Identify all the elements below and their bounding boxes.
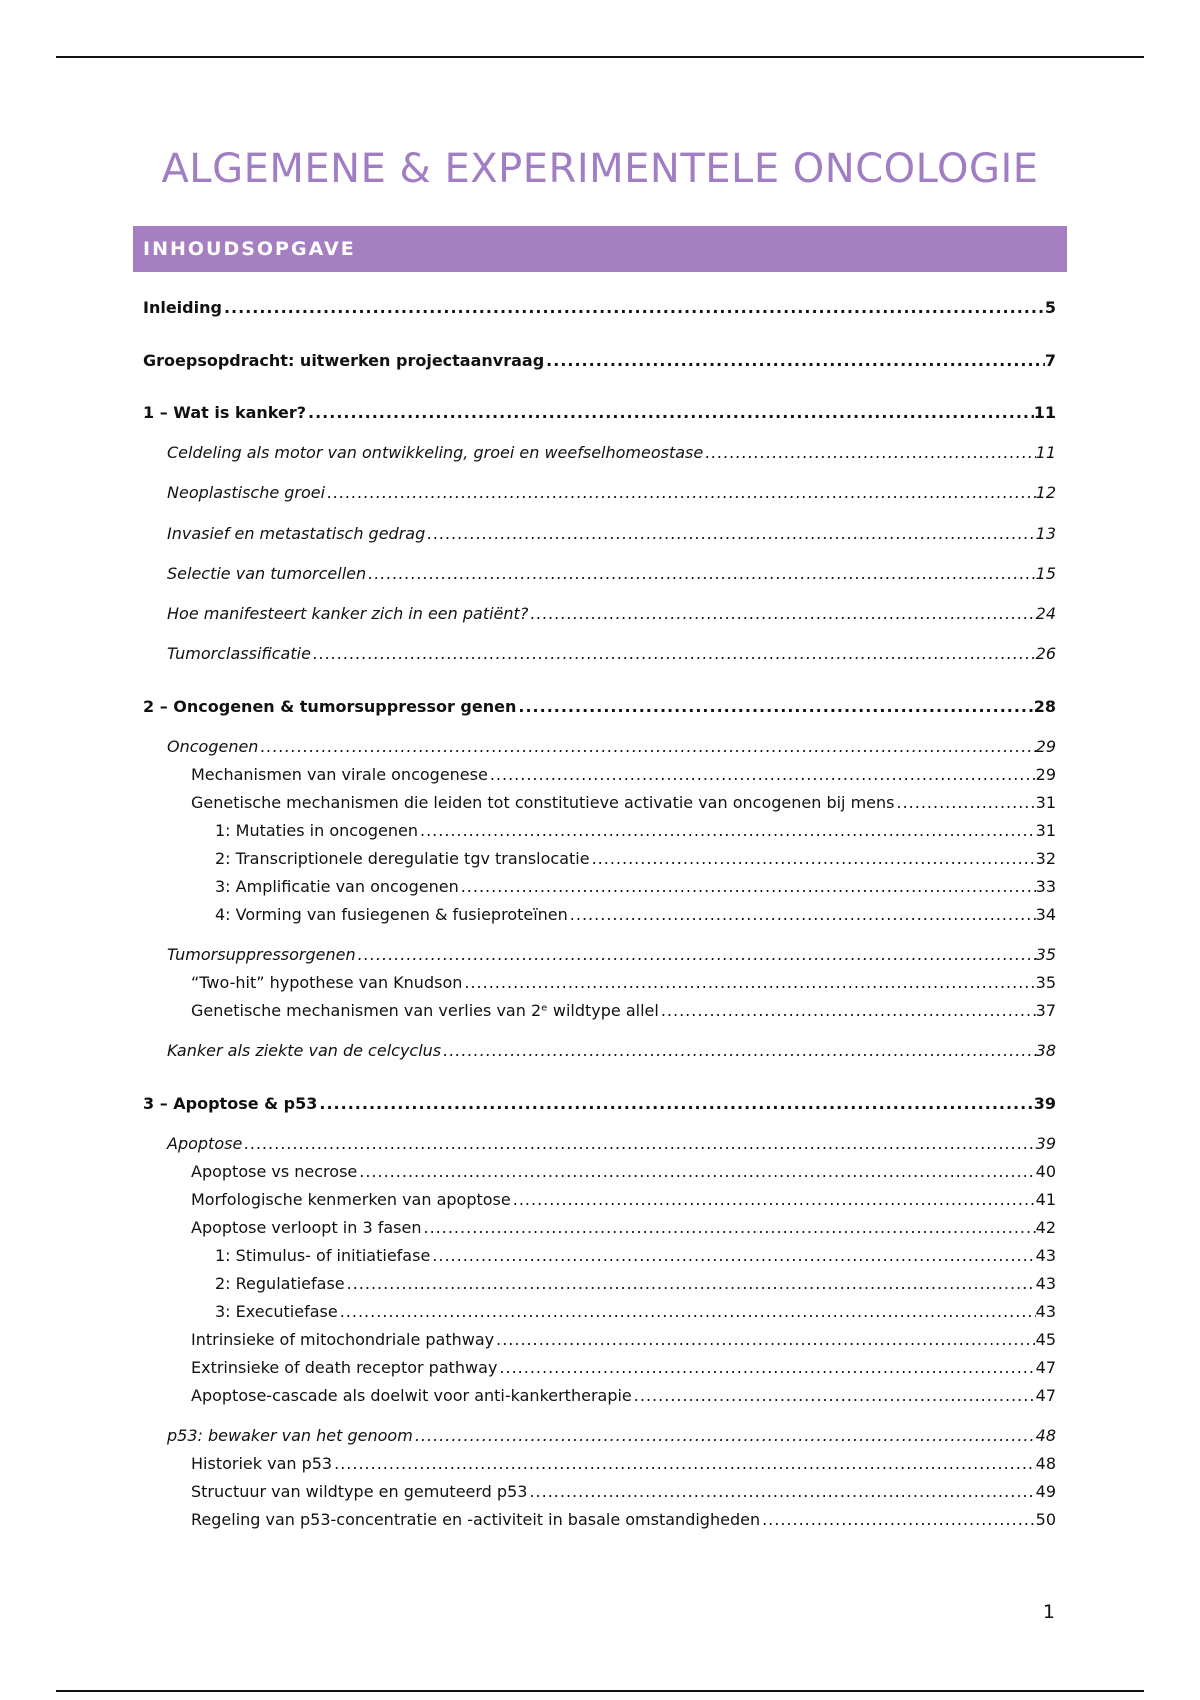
toc-entry-label: 3 – Apoptose & p53 (143, 1094, 318, 1113)
toc-entry-label: 2: Regulatiefase (215, 1274, 345, 1293)
toc-entry-page: 39 (1035, 1134, 1056, 1153)
toc-entry[interactable] (143, 351, 1056, 375)
toc-entry-label: Oncogenen (167, 737, 259, 756)
toc-entry[interactable] (191, 1162, 1056, 1186)
toc-dot-leader (425, 524, 1035, 543)
toc-dot-leader (459, 877, 1036, 896)
toc-dot-leader (488, 765, 1036, 784)
toc-entry-page: 42 (1035, 1218, 1056, 1237)
toc-heading-banner: INHOUDSOPGAVE (133, 226, 1067, 272)
toc-entry-label: Neoplastische groei (167, 483, 326, 502)
toc-entry[interactable] (143, 298, 1056, 322)
toc-entry-page: 29 (1035, 765, 1056, 784)
toc-entry-page: 13 (1035, 524, 1056, 543)
toc-dot-leader (894, 793, 1035, 812)
toc-entry-page: 29 (1035, 737, 1056, 756)
toc-entry-label: p53: bewaker van het genoom (167, 1426, 413, 1445)
toc-entry-label: Celdeling als motor van ontwikkeling, groei en weefselhomeostase (167, 443, 704, 462)
toc-entry[interactable] (167, 604, 1056, 628)
toc-dot-leader (462, 973, 1035, 992)
toc-entry-label: 2 – Oncogenen & tumorsuppressor genen (143, 697, 517, 716)
toc-dot-leader (760, 1510, 1036, 1529)
toc-entry-label: Genetische mechanismen van verlies van 2ᵉ wildtype allel (191, 1001, 659, 1020)
toc-dot-leader (422, 1218, 1036, 1237)
toc-entry[interactable] (143, 403, 1056, 427)
toc-entry[interactable] (191, 1454, 1056, 1478)
toc-entry-label: Apoptose vs necrose (191, 1162, 358, 1181)
toc-entry[interactable] (191, 1510, 1056, 1534)
toc-entry[interactable] (191, 1482, 1056, 1506)
toc-entry[interactable] (167, 524, 1056, 548)
toc-dot-leader (703, 443, 1035, 462)
toc-entry[interactable] (143, 697, 1056, 721)
toc-dot-leader (345, 1274, 1036, 1293)
toc-entry-label: Extrinsieke of death receptor pathway (191, 1358, 498, 1377)
toc-entry[interactable] (167, 1041, 1056, 1065)
toc-entry-label: Genetische mechanismen die leiden tot constitutieve activatie van oncogenen bij mens (191, 793, 895, 812)
toc-dot-leader (317, 1094, 1033, 1113)
toc-entry-label: 4: Vorming van fusiegenen & fusieproteïnen (215, 905, 568, 924)
toc-entry[interactable] (143, 1094, 1056, 1118)
toc-dot-leader (659, 1001, 1036, 1020)
toc-entry-page: 31 (1035, 793, 1056, 812)
toc-dot-leader (511, 1190, 1036, 1209)
toc-dot-leader (516, 697, 1033, 716)
toc-dot-leader (497, 1358, 1035, 1377)
toc-entry-page: 37 (1035, 1001, 1056, 1020)
toc-entry[interactable] (191, 1001, 1056, 1025)
page-number: 1 (1042, 1601, 1055, 1623)
toc-entry[interactable] (167, 1426, 1056, 1450)
toc-entry-page: 32 (1035, 849, 1056, 868)
toc-dot-leader (325, 483, 1036, 502)
toc-dot-leader (338, 1302, 1036, 1321)
toc-entry[interactable] (167, 1134, 1056, 1158)
toc-entry-label: Inleiding (143, 298, 222, 317)
toc-entry-page: 28 (1033, 697, 1056, 716)
toc-dot-leader (430, 1246, 1035, 1265)
toc-entry-label: Tumorclassificatie (167, 644, 311, 663)
toc-entry[interactable] (167, 483, 1056, 507)
bottom-rule (56, 1690, 1144, 1692)
toc-entry-page: 50 (1035, 1510, 1056, 1529)
toc-entry-label: Kanker als ziekte van de celcyclus (167, 1041, 442, 1060)
toc-entry-page: 35 (1035, 945, 1056, 964)
toc-dot-leader (306, 403, 1034, 422)
toc-dot-leader (544, 351, 1045, 370)
document-title: ALGEMENE & EXPERIMENTELE ONCOLOGIE (161, 146, 1039, 192)
toc-entry[interactable] (191, 765, 1056, 789)
toc-entry[interactable] (167, 443, 1056, 467)
toc-entry[interactable] (215, 905, 1056, 929)
toc-entry-label: Morfologische kenmerken van apoptose (191, 1190, 511, 1209)
toc-dot-leader (413, 1426, 1036, 1445)
toc-entry-label: Mechanismen van virale oncogenese (191, 765, 488, 784)
toc-entry[interactable] (191, 1358, 1056, 1382)
toc-entry-page: 11 (1033, 403, 1056, 422)
toc-entry-page: 39 (1033, 1094, 1056, 1113)
toc-entry-label: Hoe manifesteert kanker zich in een patiënt? (167, 604, 529, 623)
toc-dot-leader (632, 1386, 1036, 1405)
toc-entry[interactable] (215, 1302, 1056, 1326)
toc-entry-page: 41 (1035, 1190, 1056, 1209)
toc-entry-page: 43 (1035, 1302, 1056, 1321)
toc-entry-label: 1: Stimulus- of initiatiefase (215, 1246, 431, 1265)
toc-dot-leader (356, 945, 1036, 964)
toc-entry-page: 43 (1035, 1246, 1056, 1265)
toc-dot-leader (568, 905, 1036, 924)
toc-dot-leader (527, 1482, 1035, 1501)
toc-entry[interactable] (215, 1274, 1056, 1298)
toc-entry-label: Intrinsieke of mitochondriale pathway (191, 1330, 495, 1349)
toc-entry-label: 2: Transcriptionele deregulatie tgv translocatie (215, 849, 590, 868)
toc-entry-label: Groepsopdracht: uitwerken projectaanvraag (143, 351, 545, 370)
toc-dot-leader (311, 644, 1036, 663)
toc-entry[interactable] (191, 793, 1056, 817)
toc-entry-label: 1 – Wat is kanker? (143, 403, 307, 422)
toc-entry[interactable] (167, 737, 1056, 761)
toc-entry-page: 47 (1035, 1386, 1056, 1405)
toc-entry-page: 43 (1035, 1274, 1056, 1293)
toc-entry-label: 1: Mutaties in oncogenen (215, 821, 418, 840)
toc-entry[interactable] (191, 1386, 1056, 1410)
toc-entry[interactable] (215, 877, 1056, 901)
toc-entry-page: 26 (1035, 644, 1056, 663)
toc-entry-page: 12 (1035, 483, 1056, 502)
toc-entry-page: 48 (1035, 1426, 1056, 1445)
toc-entry-page: 34 (1035, 905, 1056, 924)
toc-entry[interactable] (167, 564, 1056, 588)
toc-dot-leader (242, 1134, 1035, 1153)
toc-entry-label: 3: Executiefase (215, 1302, 338, 1321)
toc-dot-leader (528, 604, 1035, 623)
toc-entry-page: 48 (1035, 1454, 1056, 1473)
toc-dot-leader (418, 821, 1036, 840)
toc-dot-leader (357, 1162, 1035, 1181)
toc-entry[interactable] (215, 1246, 1056, 1270)
toc-entry[interactable] (191, 973, 1056, 997)
toc-entry-page: 40 (1035, 1162, 1056, 1181)
toc-entry-page: 11 (1035, 443, 1056, 462)
toc-entry-label: Selectie van tumorcellen (167, 564, 367, 583)
toc-entry-label: Structuur van wildtype en gemuteerd p53 (191, 1482, 528, 1501)
toc-entry-page: 5 (1044, 298, 1056, 317)
toc-entry-label: 3: Amplificatie van oncogenen (215, 877, 459, 896)
toc-entry-label: Historiek van p53 (191, 1454, 333, 1473)
toc-entry-page: 31 (1035, 821, 1056, 840)
toc-entry-page: 15 (1035, 564, 1056, 583)
toc-entry-label: Tumorsuppressorgenen (167, 945, 356, 964)
toc-entry-label: Invasief en metastatisch gedrag (167, 524, 426, 543)
toc-entry[interactable] (215, 849, 1056, 873)
toc-entry-page: 35 (1035, 973, 1056, 992)
toc-entry-label: Apoptose verloopt in 3 fasen (191, 1218, 422, 1237)
toc-entry-label: Apoptose (167, 1134, 243, 1153)
toc-entry-page: 24 (1035, 604, 1056, 623)
toc-entry[interactable] (215, 821, 1056, 845)
toc-entry-page: 49 (1035, 1482, 1056, 1501)
toc-entry[interactable] (167, 644, 1056, 668)
toc-entry-page: 45 (1035, 1330, 1056, 1349)
toc-entry-label: Regeling van p53-concentratie en -activiteit in basale omstandigheden (191, 1510, 761, 1529)
toc-entry[interactable] (191, 1190, 1056, 1214)
toc-entry-label: Apoptose-cascade als doelwit voor anti-kankertherapie (191, 1386, 632, 1405)
toc-dot-leader (222, 298, 1045, 317)
toc-entry[interactable] (191, 1330, 1056, 1354)
toc-entry-label: “Two-hit” hypothese van Knudson (191, 973, 463, 992)
toc-dot-leader (366, 564, 1036, 583)
toc-dot-leader (441, 1041, 1036, 1060)
toc-dot-leader (590, 849, 1036, 868)
toc-entry[interactable] (191, 1218, 1056, 1242)
toc-dot-leader (494, 1330, 1036, 1349)
toc-entry-page: 38 (1035, 1041, 1056, 1060)
toc-entry-page: 47 (1035, 1358, 1056, 1377)
toc-entry[interactable] (167, 945, 1056, 969)
toc-dot-leader (332, 1454, 1036, 1473)
toc-entry-page: 7 (1044, 351, 1056, 370)
toc-dot-leader (258, 737, 1035, 756)
toc-entry-page: 33 (1035, 877, 1056, 896)
